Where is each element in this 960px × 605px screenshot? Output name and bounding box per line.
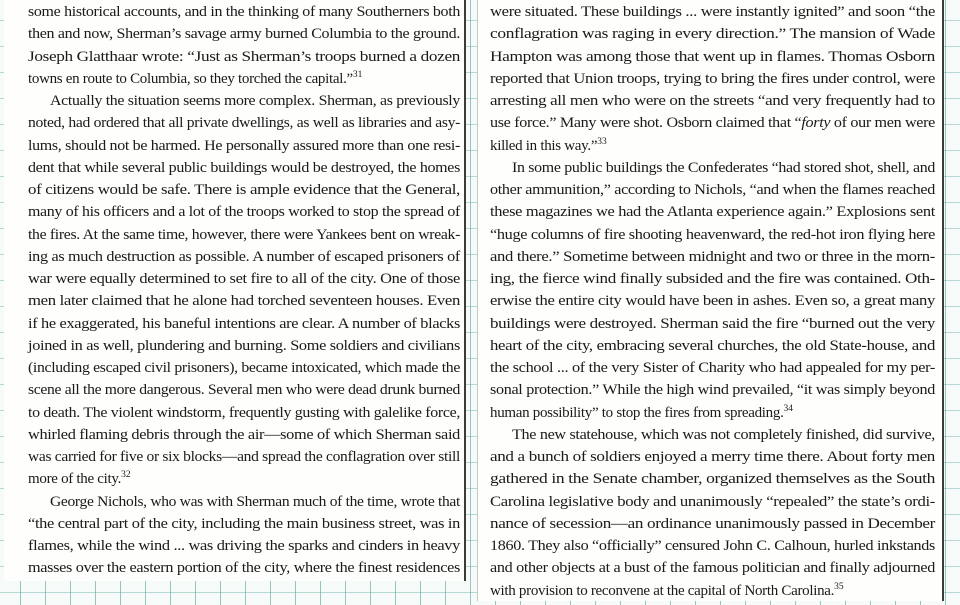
text-line: then and now, Sherman’s savage army burned Columbia to the ground. (28, 26, 461, 43)
text-line: scene all the more dangerous. Several men who were dead drunk burned (28, 382, 460, 399)
text-line: “huge columns of fire shooting heavenward, the red-hot iron flying here (490, 226, 935, 243)
text-line: erwise the entire city would have been in ashes. Even so, a great many (490, 293, 935, 310)
text-line: Carolina legislative body and unanimously “repealed” the state’s ordi- (490, 493, 935, 510)
text-line: reported that Union troops, trying to bring the fires under control, were (490, 70, 935, 87)
left-page (4, 0, 466, 581)
text-line: George Nichols, who was with Sherman much of the time, wrote that (50, 493, 460, 510)
text-line: other ammunition,” according to Nichols, “and when the flames reached (490, 182, 935, 198)
text-line: Joseph Glatthaar wrote: “Just as Sherman’s troops burned a dozen (28, 48, 461, 65)
text-line: more of the city.$^{32}$ (28, 470, 131, 488)
text-line: and a bunch of soldiers enjoyed a merry time there. About forty men (490, 449, 935, 465)
text-line: if he exaggerated, his baneful intentions are clear. A number of blacks (28, 315, 460, 332)
text-line: The new statehouse, which was not completely finished, did survive, (512, 426, 935, 443)
text-line: were situated. These buildings ... were instantly ignited” and soon “the (490, 4, 935, 20)
text-line: men later claimed that he alone had torched seventeen houses. Even (28, 293, 460, 310)
text-line: the school ... of the very Sister of Charity who had appealed for my per- (490, 360, 935, 376)
text-line: and other objects at a bust of the famous politician and finally adjourned (490, 560, 935, 577)
right-page (477, 0, 944, 601)
text-line: nance of secession—an ordinance unanimously passed in December (490, 515, 935, 532)
text-line: heart of the city, embracing several churches, the old State-house, and (490, 337, 935, 354)
text-line: arresting all men who were on the streets “and very frequently had to (490, 93, 935, 109)
text-line: joined in as well, plundering and burning. Some soldiers and civilians (28, 337, 460, 354)
text-line: “the central part of the city, including the main business street, was in (28, 515, 460, 532)
text-line: these magazines we had the Atlanta experience again.” Explosions sent (490, 204, 935, 221)
text-line: killed in this way.”$^{33}$ (490, 136, 607, 154)
text-line: lums, should not be harmed. He personally assured more than one resi- (28, 137, 461, 154)
text-line: whirled flaming debris through the air—some of which Sherman said (28, 426, 460, 443)
text-line: dent that while several public buildings would be destroyed, the homes (28, 159, 460, 176)
text-line: (including escaped civil prisoners), became intoxicated, which made the (28, 360, 461, 376)
text-line: war were equally determined to set fire to all of the city. One of those (28, 271, 460, 287)
text-line: sonal protection.” While the high wind prevailed, “it was simply beyond (490, 382, 935, 399)
footnote-marker: 35 (834, 581, 844, 592)
text-line: gathered in the Senate chamber, organized themselves as the South (490, 471, 935, 488)
text-line: Actually the situation seems more complex. Sherman, as previously (50, 93, 460, 109)
text-line: 1860. They also “officially” censured John C. Calhoun, hurled inkstands (490, 538, 935, 554)
text-line: human possibility” to stop the fires from spreading.$^{34}$ (490, 403, 794, 421)
text-line: was carried for five or six blocks—and spread the conflagration over still (28, 449, 461, 465)
text-line: use force.” Many were shot. Osborn claimed that “forty of our men were (490, 115, 935, 132)
text-line: buildings were destroyed. Sherman said the fire “burned out the very (490, 315, 935, 332)
text-line: towns en route to Columbia, so they torched the capital.”$^{31}$ (28, 69, 363, 87)
text-line: some historical accounts, and in the thinking of many Southerners both (28, 4, 460, 20)
footnote-marker: 32 (121, 470, 131, 481)
text-line: with provision to reconvene at the capital of North Carolina.$^{35}$ (490, 581, 844, 599)
text-line: and there.” Sometime between midnight and two or three in the morn- (490, 248, 935, 265)
text-line: ing as much destruction as possible. A number of escaped prisoners of (28, 248, 460, 265)
text-line: ing, the fierce wind finally subsided and the fire was contained. Oth- (490, 271, 935, 287)
text-line: to death. The violent windstorm, frequently gusting with galelike force, (28, 404, 460, 421)
text-line: flames, while the wind ... was driving the sparks and cinders in heavy (28, 538, 460, 554)
text-line: the fires. At the same time, however, there were Yankees bent on wreak- (28, 226, 460, 243)
text-line: masses over the eastern portion of the city, where the finest residences (28, 560, 460, 577)
text-line: noted, had ordered that all private dwellings, as well as libraries and asy- (28, 115, 460, 132)
text-line: Hampton was among those that went up in flames. Thomas Osborn (490, 48, 935, 65)
text-line: many of his officers and a lot of the troops worked to stop the spread of (28, 204, 460, 221)
footnote-marker: 34 (783, 403, 794, 414)
right-text-column (478, 0, 942, 602)
text-line: of citizens would be safe. There is ample evidence that the General, (28, 182, 460, 198)
text-line: In some public buildings the Confederates “had stored shot, shell, and (512, 159, 935, 176)
footnote-marker: 31 (352, 69, 363, 80)
left-text-column (4, 0, 464, 580)
footnote-marker: 33 (597, 136, 607, 147)
text-line: conflagration was raging in every direction.” The mansion of Wade (490, 26, 935, 43)
